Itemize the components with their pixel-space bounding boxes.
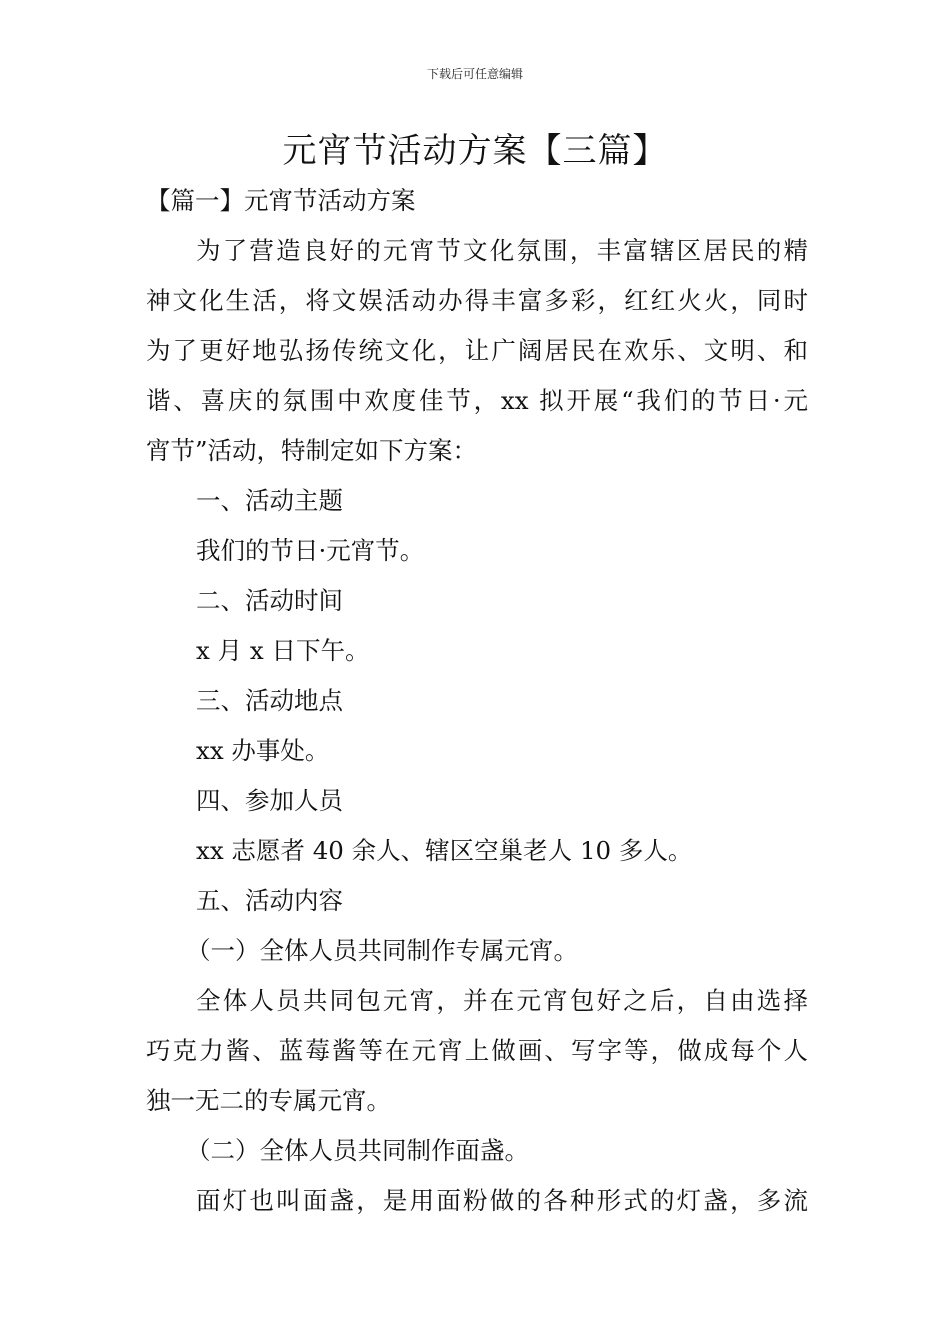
heading-participants: 四、参加人员 (196, 786, 343, 815)
activity-location-value: xx 办事处。 (196, 736, 330, 765)
paragraph-line: 独一无二的专属元宵。 (146, 1086, 391, 1115)
paragraph-line: 为了更好地弘扬传统文化，让广阔居民在欢乐、文明、和 (146, 336, 808, 365)
paragraph-line: 为了营造良好的元宵节文化氛围，丰富辖区居民的精 (196, 236, 808, 265)
heading-activity-location: 三、活动地点 (196, 686, 343, 715)
participants-value: xx 志愿者 40 余人、辖区空巢老人 10 多人。 (196, 836, 693, 865)
paragraph-line: 谐、喜庆的氛围中欢度佳节，xx 拟开展“我们的节日·元 (146, 386, 808, 415)
section-title-part-one: 【篇一】元宵节活动方案 (146, 186, 416, 215)
subheading-item-one: （一）全体人员共同制作专属元宵。 (186, 936, 578, 965)
paragraph-line: 巧克力酱、蓝莓酱等在元宵上做画、写字等，做成每个人 (146, 1036, 808, 1065)
paragraph-line: 全体人员共同包元宵，并在元宵包好之后，自由选择 (196, 986, 808, 1015)
activity-time-value: x 月 x 日下午。 (196, 636, 370, 665)
paragraph-line: 神文化生活，将文娱活动办得丰富多彩，红红火火，同时 (146, 286, 808, 315)
heading-activity-theme: 一、活动主题 (196, 486, 343, 515)
paragraph-line: 面灯也叫面盏，是用面粉做的各种形式的灯盏，多流 (196, 1186, 808, 1215)
document-title: 元宵节活动方案【三篇】 (282, 131, 668, 171)
heading-activity-content: 五、活动内容 (196, 886, 343, 915)
header-note: 下载后可任意编辑 (426, 67, 523, 81)
subheading-item-two: （二）全体人员共同制作面盏。 (186, 1136, 529, 1165)
heading-activity-time: 二、活动时间 (196, 586, 343, 615)
paragraph-line: 宵节”活动，特制定如下方案： (146, 436, 478, 465)
document-body (146, 176, 808, 1226)
activity-theme-value: 我们的节日·元宵节。 (196, 536, 425, 565)
